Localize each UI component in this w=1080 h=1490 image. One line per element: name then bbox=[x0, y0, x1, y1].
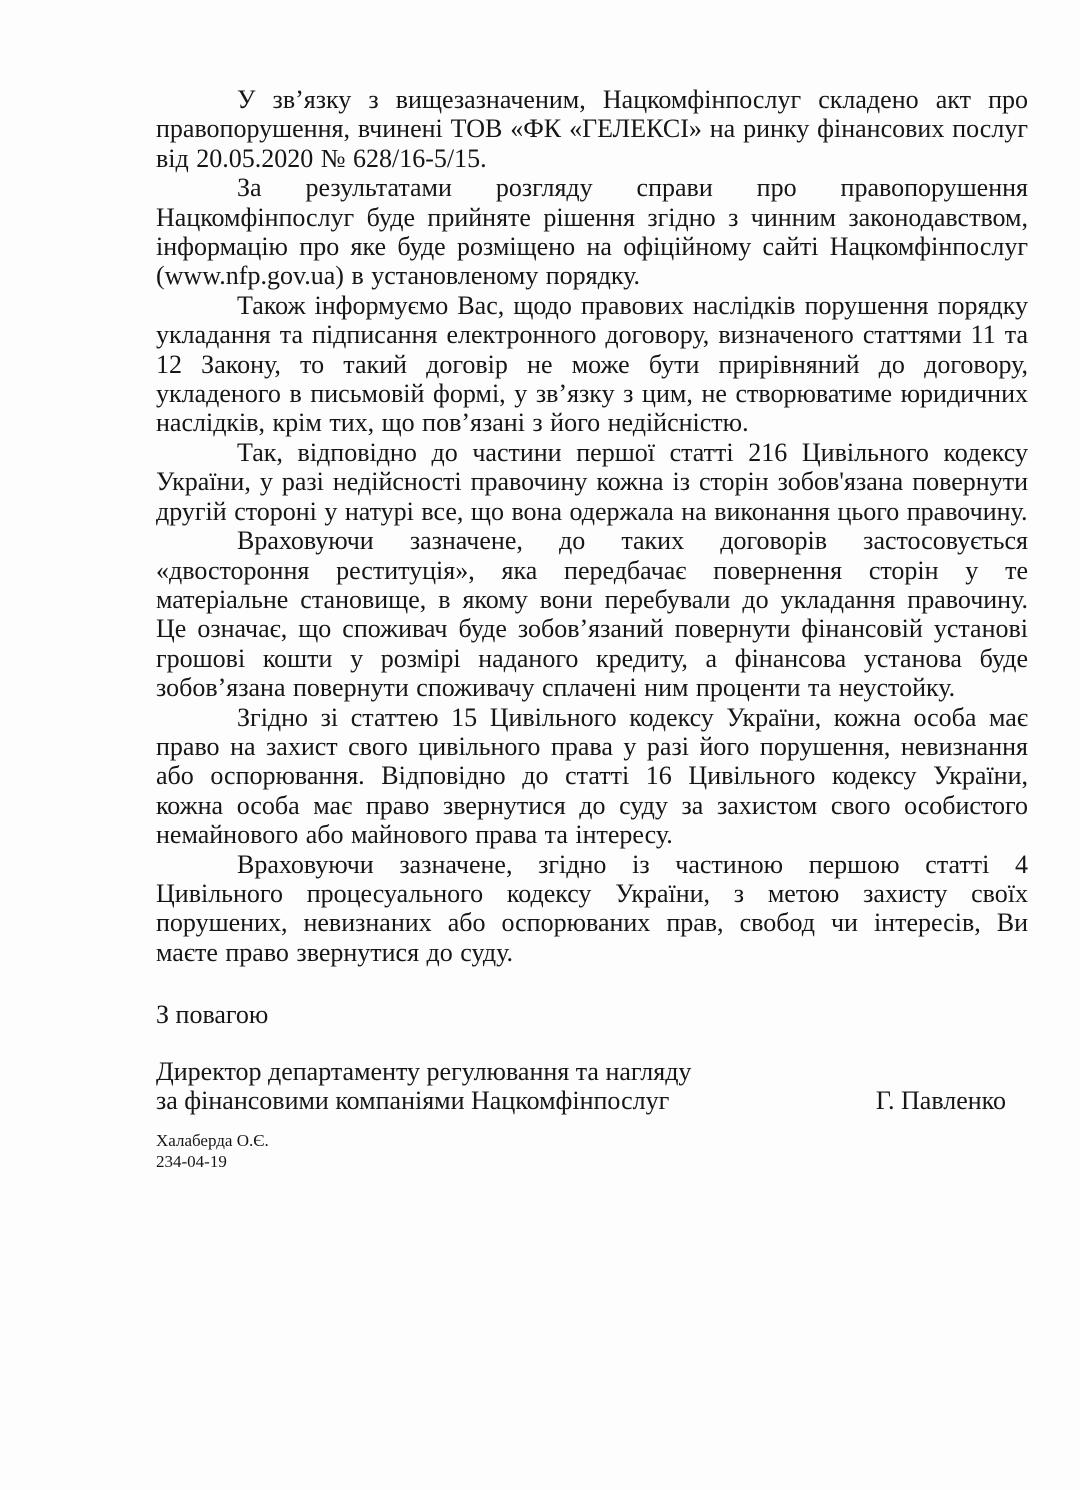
executor-footer bbox=[156, 1130, 1028, 1172]
body-paragraph: Згідно зі статтею 15 Цивільного кодексу України, кожна особа має право на захист свого цивільного права у разі його порушення, невизнання або оспорювання. Відповідно до статті 16 Цивільного кодексу України, кожна особа має право звернутися до суду за захистом свого особистого немайнового або майнового права та інтересу. bbox=[156, 702, 1028, 850]
body-paragraph: Так, відповідно до частини першої статті 216 Цивільного кодексу України, у разі недійсності правочину кожна із сторін зобов'язана повернути другій стороні у натурі все, що вона одержала на виконання цього правочину. bbox=[156, 437, 1028, 526]
body-paragraph: За результатами розгляду справи про правопорушення Нацкомфінпослуг буде прийняте рішення згідно з чинним законодавством, інформацію про яке буде розміщено на офіційному сайті Нацкомфінпослуг (www.nfp.gov.ua) в установленому порядку. bbox=[156, 173, 1028, 291]
signature-block bbox=[156, 1057, 1028, 1117]
signature-title-line1-row bbox=[156, 1057, 1028, 1087]
body-paragraph: У зв’язку з вищезазначеним, Нацкомфінпослуг складено акт про правопорушення, вчинені ТОВ «ФК «ГЕЛЕКСІ» на ринку фінансових послуг від 20.05.2020 № 628/16-5/15. bbox=[156, 85, 1028, 173]
signature-title-line2-row bbox=[156, 1086, 1028, 1116]
closing-salutation: З повагою bbox=[156, 1000, 269, 1030]
body-paragraph: Також інформуємо Вас, щодо правових наслідків порушення порядку укладання та підписання електронного договору, визначеного статтями 11 та 12 Закону, то такий договір не може бути прирівняний до договору, укладеного в письмовій формі, у зв’язку з цим, не створюватиме юридичних наслідків, крім тих, що пов’язані з його недійсністю. bbox=[156, 290, 1028, 438]
body-paragraph: Враховуючи зазначене, згідно із частиною першою статті 4 Цивільного процесуального кодексу України, з метою захисту своїх порушених, невизнаних або оспорюваних прав, свобод чи інтересів, Ви маєте право звернутися до суду. bbox=[156, 849, 1028, 967]
signature-title-line1: Директор департаменту регулювання та нагляду bbox=[156, 1056, 692, 1086]
letter-body bbox=[156, 85, 1028, 967]
signatory-name: Г. Павленко bbox=[875, 1086, 1006, 1116]
executor-name: Халаберда О.Є. bbox=[156, 1131, 269, 1151]
executor-reference: 234-04-19 bbox=[156, 1152, 227, 1172]
body-paragraph: Враховуючи зазначене, до таких договорів застосовується «двостороння реституція», яка передбачає повернення сторін у те матеріальне становище, в якому вони перебували до укладання правочину. Це означає, що споживач буде зобов’язаний повернути фінансовій установі грошові кошти у розмірі наданого кредиту, а фінансова установа буде зобов’язана повернути споживачу сплачені ним проценти та неустойку. bbox=[156, 526, 1028, 703]
signature-title-line2: за фінансовими компаніями Нацкомфінпослуг bbox=[156, 1086, 670, 1116]
